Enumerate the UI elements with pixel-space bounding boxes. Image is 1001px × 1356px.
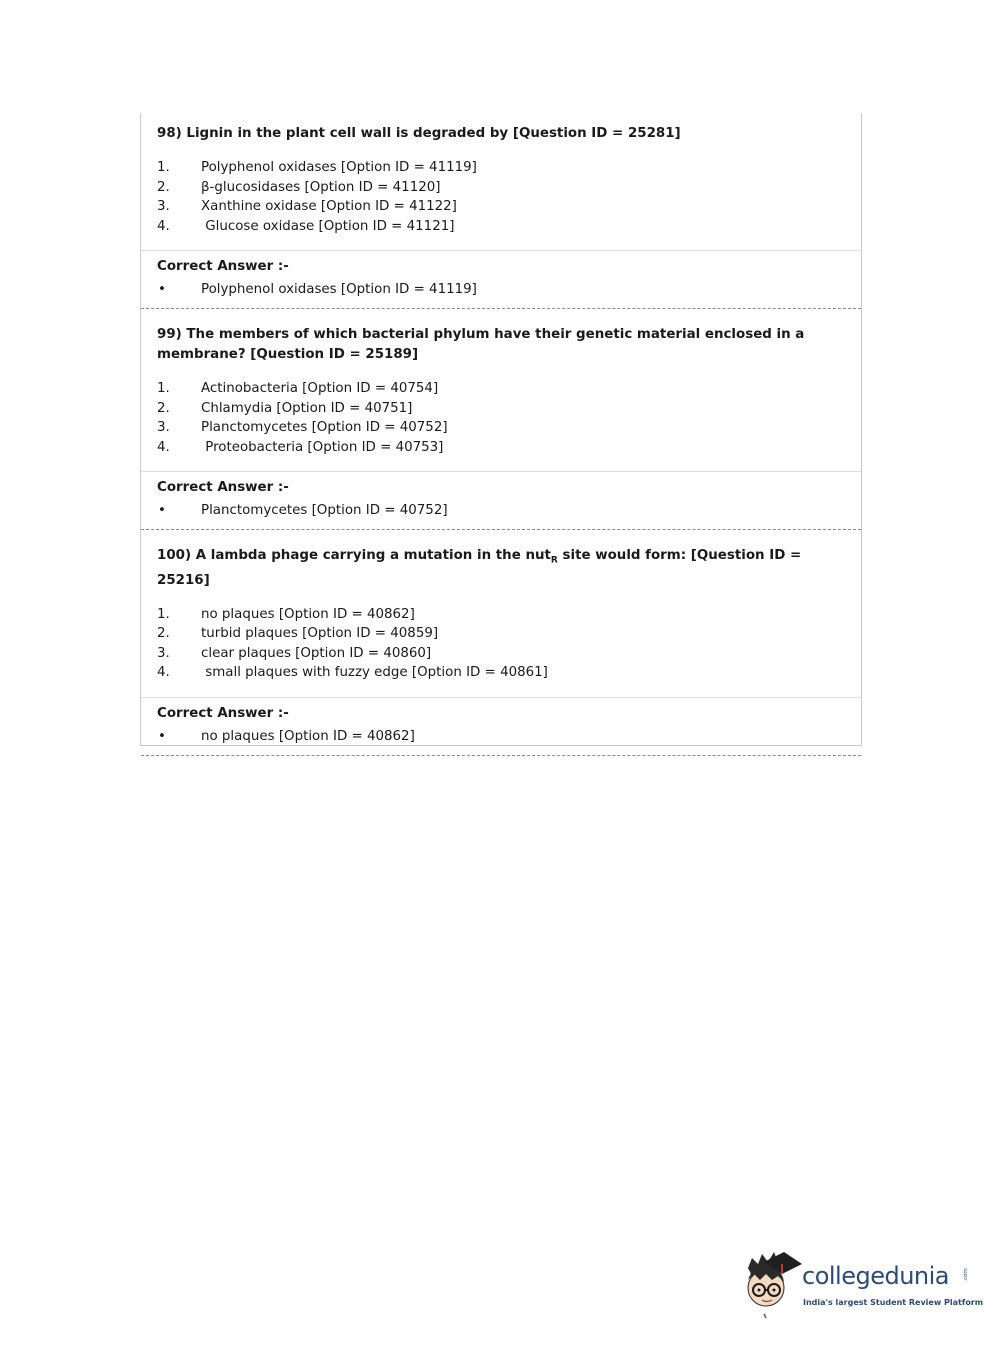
option-item: 4. Proteobacteria [Option ID = 40753] [157,439,444,455]
question-block-99 [141,309,861,457]
mascot-icon [742,1250,804,1320]
question-block-100 [141,530,861,683]
question-block-98 [141,113,861,236]
options-list [157,605,845,683]
options-list [157,158,845,236]
question-text: 99) The members of which bacterial phylum have their genetic material enclosed in a membrane? [Question ID = 25189] [157,327,805,362]
logo-suffix: .com [962,1268,969,1282]
option-item: 1. no plaques [Option ID = 40862] [157,606,415,622]
option-item: 1. Actinobacteria [Option ID = 40754] [157,381,439,396]
logo-tagline: India's largest Student Review Platform [803,1298,984,1307]
options-list [157,379,845,457]
correct-answer: • Planctomycetes [Option ID = 40752] [158,503,448,518]
option-item: 4. small plaques with fuzzy edge [Option ID = 40861] [157,665,548,681]
option-item: 3. clear plaques [Option ID = 40860] [157,645,432,661]
answer-title: Correct Answer :- [157,259,289,274]
question-list [140,113,862,746]
question-text: 100) A lambda phage carrying a mutation in the nut$_R$ site would form: [Question ID = 25216] [157,548,802,588]
answer-block-98 [141,251,861,308]
answer-title: Correct Answer :- [157,705,289,721]
collegedunia-logo [742,1250,984,1320]
correct-answer: • no plaques [Option ID = 40862] [158,728,415,744]
answer-block-99 [141,472,861,529]
option-item: 4. Glucose oxidase [Option ID = 41121] [157,218,455,234]
option-item: 2. β-glucosidases [Option ID = 41120] [157,179,441,195]
logo-wordmark: collegedunia [802,1262,950,1290]
option-item: 2. Chlamydia [Option ID = 40751] [157,400,413,416]
answer-block-100 [141,698,861,755]
correct-answer: • Polyphenol oxidases [Option ID = 41119] [158,282,477,297]
option-item: 3. Planctomycetes [Option ID = 40752] [157,420,448,435]
option-item: 3. Xanthine oxidase [Option ID = 41122] [157,199,457,214]
option-item: 1. Polyphenol oxidases [Option ID = 41119] [157,160,477,175]
question-text: 98) Lignin in the plant cell wall is degraded by [Question ID = 25281] [157,126,681,141]
dashed-divider [141,755,861,756]
answer-title: Correct Answer :- [157,480,289,495]
option-item: 2. turbid plaques [Option ID = 40859] [157,626,439,642]
